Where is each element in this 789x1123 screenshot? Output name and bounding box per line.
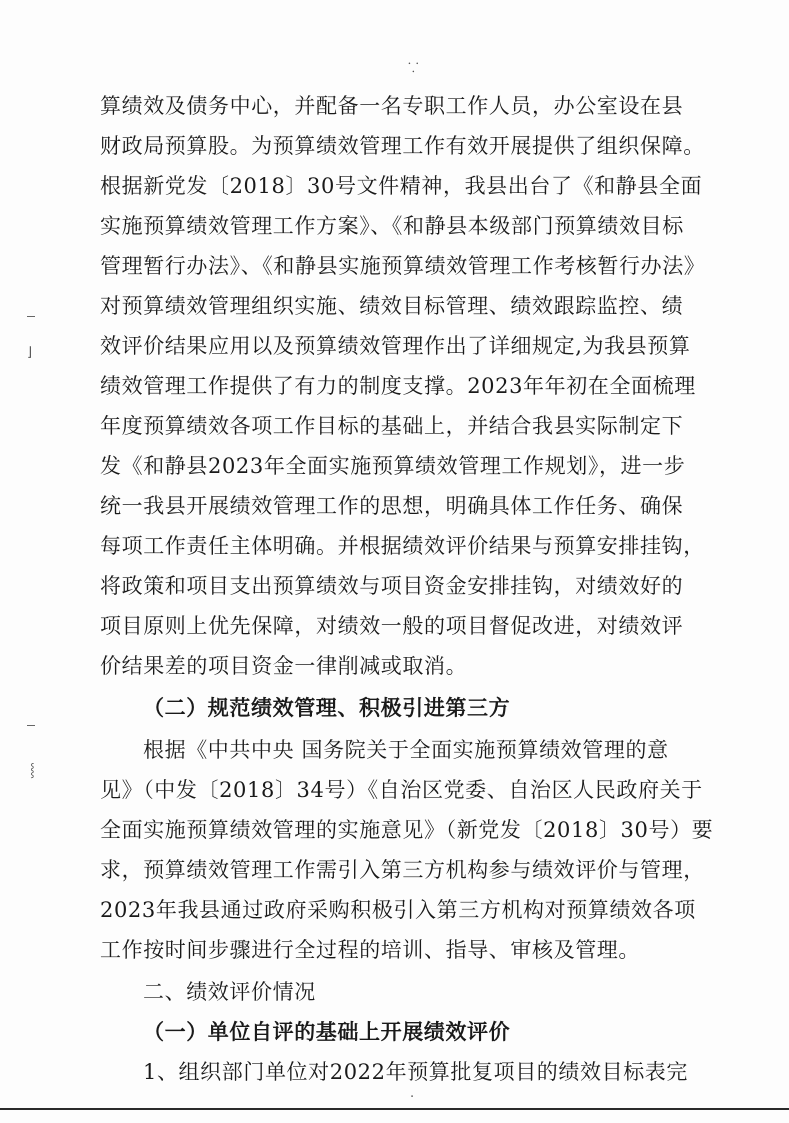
body-text-line: 对预算绩效管理组织实施、绩效目标管理、绩效跟踪监控、绩 [100, 294, 684, 318]
body-text-line: 1、组织部门单位对2022年预算批复项目的绩效目标表完 [143, 1060, 689, 1084]
scan-speck: ⸪ [408, 61, 419, 76]
body-text-line: 实施预算绩效管理工作方案》、《和静县本级部门预算绩效目标 [100, 214, 684, 238]
bottom-scan-edge [0, 1108, 789, 1110]
scan-speck: · [410, 1090, 415, 1105]
scan-speck: ⌋ [27, 345, 33, 360]
body-text-line: 每项工作责任主体明确。并根据绩效评价结果与预算安排挂钩， [100, 534, 705, 558]
body-text-line: 工作按时间步骤进行全过程的培训、指导、审核及管理。 [100, 938, 640, 962]
section-heading: 二、绩效评价情况 [143, 980, 316, 1004]
body-text-line: 求，预算绩效管理工作需引入第三方机构参与绩效评价与管理， [100, 858, 705, 882]
body-text-line: 管理暂行办法》、《和静县实施预算绩效管理工作考核暂行办法》 [100, 254, 706, 278]
section-subheading: （二）规范绩效管理、积极引进第三方 [143, 695, 511, 720]
body-text-line: 年度预算绩效各项工作目标的基础上，并结合我县实际制定下 [100, 414, 684, 438]
body-text-line: 根据《中共中央 国务院关于全面实施预算绩效管理的意 [143, 738, 669, 762]
body-text-line: 统一我县开展绩效管理工作的思想，明确具体工作任务、确保 [100, 494, 684, 518]
scan-mark [27, 316, 35, 317]
body-text-line: 将政策和项目支出预算绩效与项目资金安排挂钩，对绩效好的 [100, 574, 684, 598]
section-subheading: （一）单位自评的基础上开展绩效评价 [143, 1019, 511, 1044]
body-text-line: 效评价结果应用以及预算绩效管理作出了详细规定,为我县预算 [100, 334, 691, 358]
body-text-line: 见》（中发〔2018〕34号）《自治区党委、自治区人民政府关于 [100, 778, 703, 802]
body-text-line: 项目原则上优先保障，对绩效一般的项目督促改进，对绩效评 [100, 614, 684, 638]
body-text-line: 根据新党发〔2018〕30号文件精神，我县出台了《和静县全面 [100, 174, 703, 198]
body-text-line: 算绩效及债务中心，并配备一名专职工作人员，办公室设在县 [100, 94, 684, 118]
body-text-line: 财政局预算股。为预算绩效管理工作有效开展提供了组织保障。 [100, 134, 705, 158]
scan-mark [27, 725, 35, 726]
body-text-line: 绩效管理工作提供了有力的制度支撑。2023年年初在全面梳理 [100, 374, 696, 398]
body-text-line: 全面实施预算绩效管理的实施意见》（新党发〔2018〕30号）要 [100, 818, 714, 842]
body-text-line: 价结果差的项目资金一律削减或取消。 [100, 654, 468, 678]
body-text-line: 发《和静县2023年全面实施预算绩效管理工作规划》，进一步 [100, 454, 686, 478]
body-text-line: 2023年我县通过政府采购积极引入第三方机构对预算绩效各项 [100, 898, 696, 922]
scan-speck: ⸾ [30, 763, 35, 778]
